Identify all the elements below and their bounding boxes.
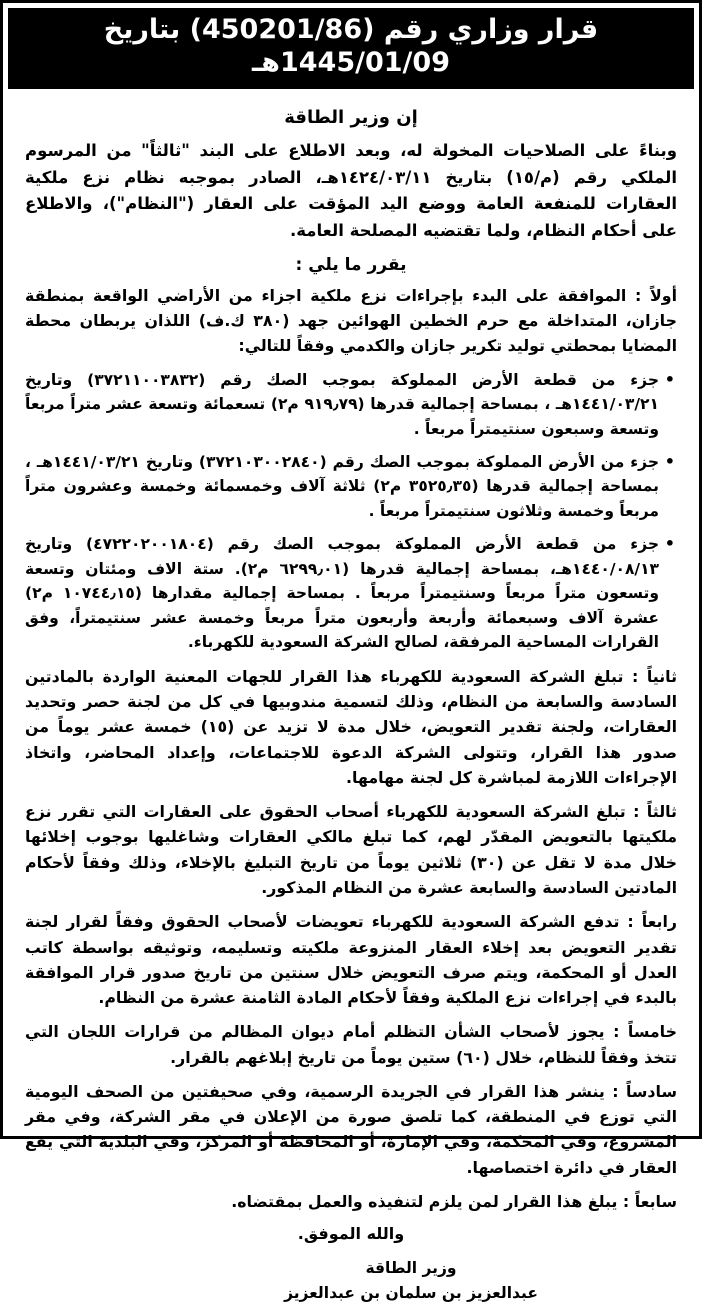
clause-seventh: سابعاً : يبلغ هذا القرار لمن يلزم لتنفيذه والعمل بمقتضاه.: [231, 1191, 677, 1211]
closing-phrase: والله الموفق.: [297, 1224, 405, 1244]
signature-role: وزير الطاقة: [365, 1259, 457, 1278]
document-body: [3, 89, 699, 1312]
list-item: • جزء من قطعة الأرض المملوكة بموجب الصك رقم (٤٧٢٢٠٢٠٠١٨٠٤) وتاريخ ١٤٤٠/٠٨/١٣هـ، بمساحة إجمالية قدرها (٦٢٩٩٫٠١ م٢). ستة الاف ومئتان وتسعة وتسعون متراً مربعاً وسنتيمتراً مربعاً . بمساحة إجمالية مقدارها (١٠٧٤٤٫١٥ م٢) عشرة آلاف وسبعمائة وأربعة وأربعون متراً مربعاً وخمسة عشر سنتيمتراً، وفق القرارات المساحية المرفقة، لصالح الشركة السعودية للكهرباء.: [25, 532, 677, 654]
list-item: • جزء من الأرض المملوكة بموجب الصك رقم (٣٧٢١٠٣٠٠٢٨٤٠) وتاريخ ١٤٤١/٠٣/٢١هـ ، بمساحة إجمالية قدرها (٣٥٢٥٫٣٥ م٢) ثلاثة آلاف وخمسمائة وخمسة وعشرون متراً مربعاً وخمسة وثلاثون سنتيمتراً مربعاً .: [25, 450, 677, 523]
clause-second: ثانياً : تبلغ الشركة السعودية للكهرباء هذا القرار للجهات المعنية الواردة بالمادتين السادسة والسابعة من النظام، وذلك لتسمية مندوبيها في كل من لجنة حصر وتحديد العقارات، ولجنة تقدير التعويض، خلال مدة لا تزيد عن (١٥) خمسة عشر يوماً من صدور هذا القرار، وتتولى الشركة الدعوة للاجتماعات، وإعداد المحاضر، واتخاذ الإجراءات اللازمة لمباشرة كل لجنة مهامها.: [25, 666, 677, 787]
decides-heading: يقرر ما يلي :: [295, 254, 407, 275]
clause-first: أولاً : الموافقة على البدء بإجراءات نزع ملكية اجزاء من الأراضي الواقعة بمنطقة جازان، المتداخلة مع حرم الخطين الهوائين جهد (٣٨٠ ك.ف) اللذان يربطان محطة المضايا بمحطتي توليد تكرير جازان والكدمي وفقاً للتالي:: [25, 285, 677, 356]
list-item: • جزء من قطعة الأرض المملوكة بموجب الصك رقم (٣٧٢١١٠٠٣٨٣٢) وتاريخ ١٤٤١/٠٣/٢١هـ ، بمساحة إجمالية قدرها (٩١٩٫٧٩ م٢) تسعمائة وتسعة عشر متراً مربعاً وتسعة وسبعون سنتيمتراً مربعاً .: [25, 368, 677, 441]
signature-block: [145, 1257, 677, 1306]
clause-fifth: خامساً : يجوز لأصحاب الشأن التظلم أمام ديوان المظالم من قرارات اللجان التي تتخذ وفقاً للنظام، خلال (٦٠) ستين يوماً من تاريخ إبلاغهم بالقرار.: [25, 1022, 677, 1067]
decree-header-banner: [8, 8, 694, 89]
clause-third: ثالثاً : تبلغ الشركة السعودية للكهرباء أصحاب الحقوق على العقارات التي تقرر نزع ملكيتها بالتعويض المقدّر لهم، كما تبلغ مالكي العقارات وشاغليها بوجوب إخلائها خلال مدة لا تقل عن (٣٠) ثلاثين يوماً من تاريخ التبليغ بالإخلاء، وذلك وفقاً لأحكام المادتين السادسة والسابعة عشرة من النظام المذكور.: [25, 802, 677, 897]
preamble-paragraph: وبناءً على الصلاحيات المخولة له، وبعد الاطلاع على البند "ثالثاً" من المرسوم الملكي رقم (م/١٥) بتاريخ ١٤٢٤/٠٣/١١هـ، الصادر بموجبه نظام نزع ملكية العقارات للمنفعة العامة ووضع اليد المؤقت على العقار ("النظام")، والاطلاع على أحكام النظام، ولما تقتضيه المصلحة العامة.: [25, 140, 677, 241]
parcel-list: [25, 368, 677, 655]
minister-heading: إن وزير الطاقة: [284, 106, 418, 128]
clause-sixth: سادساً : ينشر هذا القرار في الجريدة الرسمية، وفي صحيفتين من الصحف اليومية التي توزع في المنطقة، كما تلصق صورة من الإعلان في مقر الشركة، وفي مقر المشروع، وفي المحكمة، وفي الإمارة، أو المحافظة أو المركز، وفي البلدية التي يقع العقار في دائرة اختصاصها.: [25, 1081, 677, 1177]
clause-fourth: رابعاً : تدفع الشركة السعودية للكهرباء تعويضات لأصحاب الحقوق وفقاً لقرار لجنة تقدير التعويض بعد إخلاء العقار المنزوعة ملكيته وتسليمه، وتوثيقه بواسطة كاتب العدل أو المحكمة، ويتم صرف التعويض خلال سنتين من تاريخ صدور قرار الموافقة بالبدء في إجراءات نزع الملكية وفقاً لأحكام المادة الثامنة عشرة من النظام.: [25, 912, 677, 1008]
signature-name: عبدالعزيز بن سلمان بن عبدالعزيز: [284, 1284, 538, 1303]
decree-title-line2: 1445/01/09هـ: [252, 46, 450, 78]
decree-title-line1: قرار وزاري رقم (450201/86) بتاريخ: [103, 14, 599, 45]
